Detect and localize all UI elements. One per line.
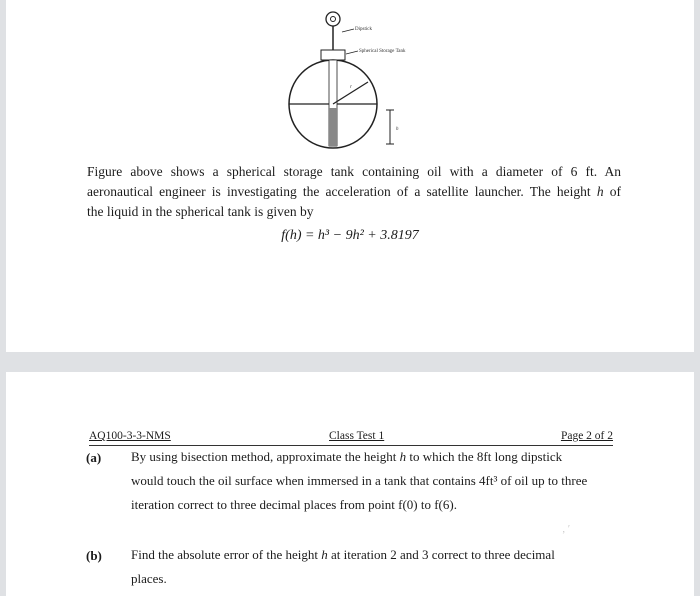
question-b-label: (b) (86, 548, 102, 563)
tank-neck (321, 50, 345, 60)
page-header (89, 430, 613, 446)
label-tank: Spherical Storage Tank (359, 49, 406, 54)
formula-rhs: = h³ − 9h² + 3.8197 (304, 228, 419, 243)
question-a-line-2: would touch the oil surface when immersed in a tank that contains 4ft³ of oil up to three (131, 473, 588, 488)
para-line-1: Figure above shows a spherical storage tank containing oil with a diameter of 6 ft. An (87, 164, 621, 179)
label-h: h (396, 127, 399, 132)
question-a-text (131, 445, 621, 517)
para-line-3: the liquid in the spherical tank is given by (87, 204, 314, 219)
faint-mark: ‚ ′ (562, 524, 571, 535)
oil-level-mark (329, 108, 337, 146)
page-bottom (6, 372, 694, 596)
label-dipstick: Dipstick (355, 27, 372, 32)
formula-lhs: f(h) (281, 228, 302, 243)
page-top (6, 0, 694, 352)
dipstick-ring (326, 12, 340, 26)
question-a-line-3: iteration correct to three decimal places from point f(0) to f(6). (131, 497, 457, 512)
question-a-line-1: By using bisection method, approximate the height h to which the 8ft long dipstick (131, 449, 563, 464)
problem-paragraph (87, 162, 621, 222)
question-b-line-1: Find the absolute error of the height h at iteration 2 and 3 correct to three decimal (131, 547, 555, 562)
question-b-text (131, 543, 621, 591)
question-b-line-2: places. (131, 571, 167, 586)
question-a-label: (a) (86, 450, 102, 465)
test-title: Class Test 1 (329, 430, 385, 442)
page-number: Page 2 of 2 (560, 430, 613, 442)
course-code: AQ100-3-3-NMS (89, 430, 171, 442)
formula (6, 228, 694, 244)
tank-figure (276, 6, 456, 156)
para-line-2: aeronautical engineer is investigating the acceleration of a satellite launcher. The height h of (87, 184, 622, 199)
label-r: r (350, 85, 352, 90)
